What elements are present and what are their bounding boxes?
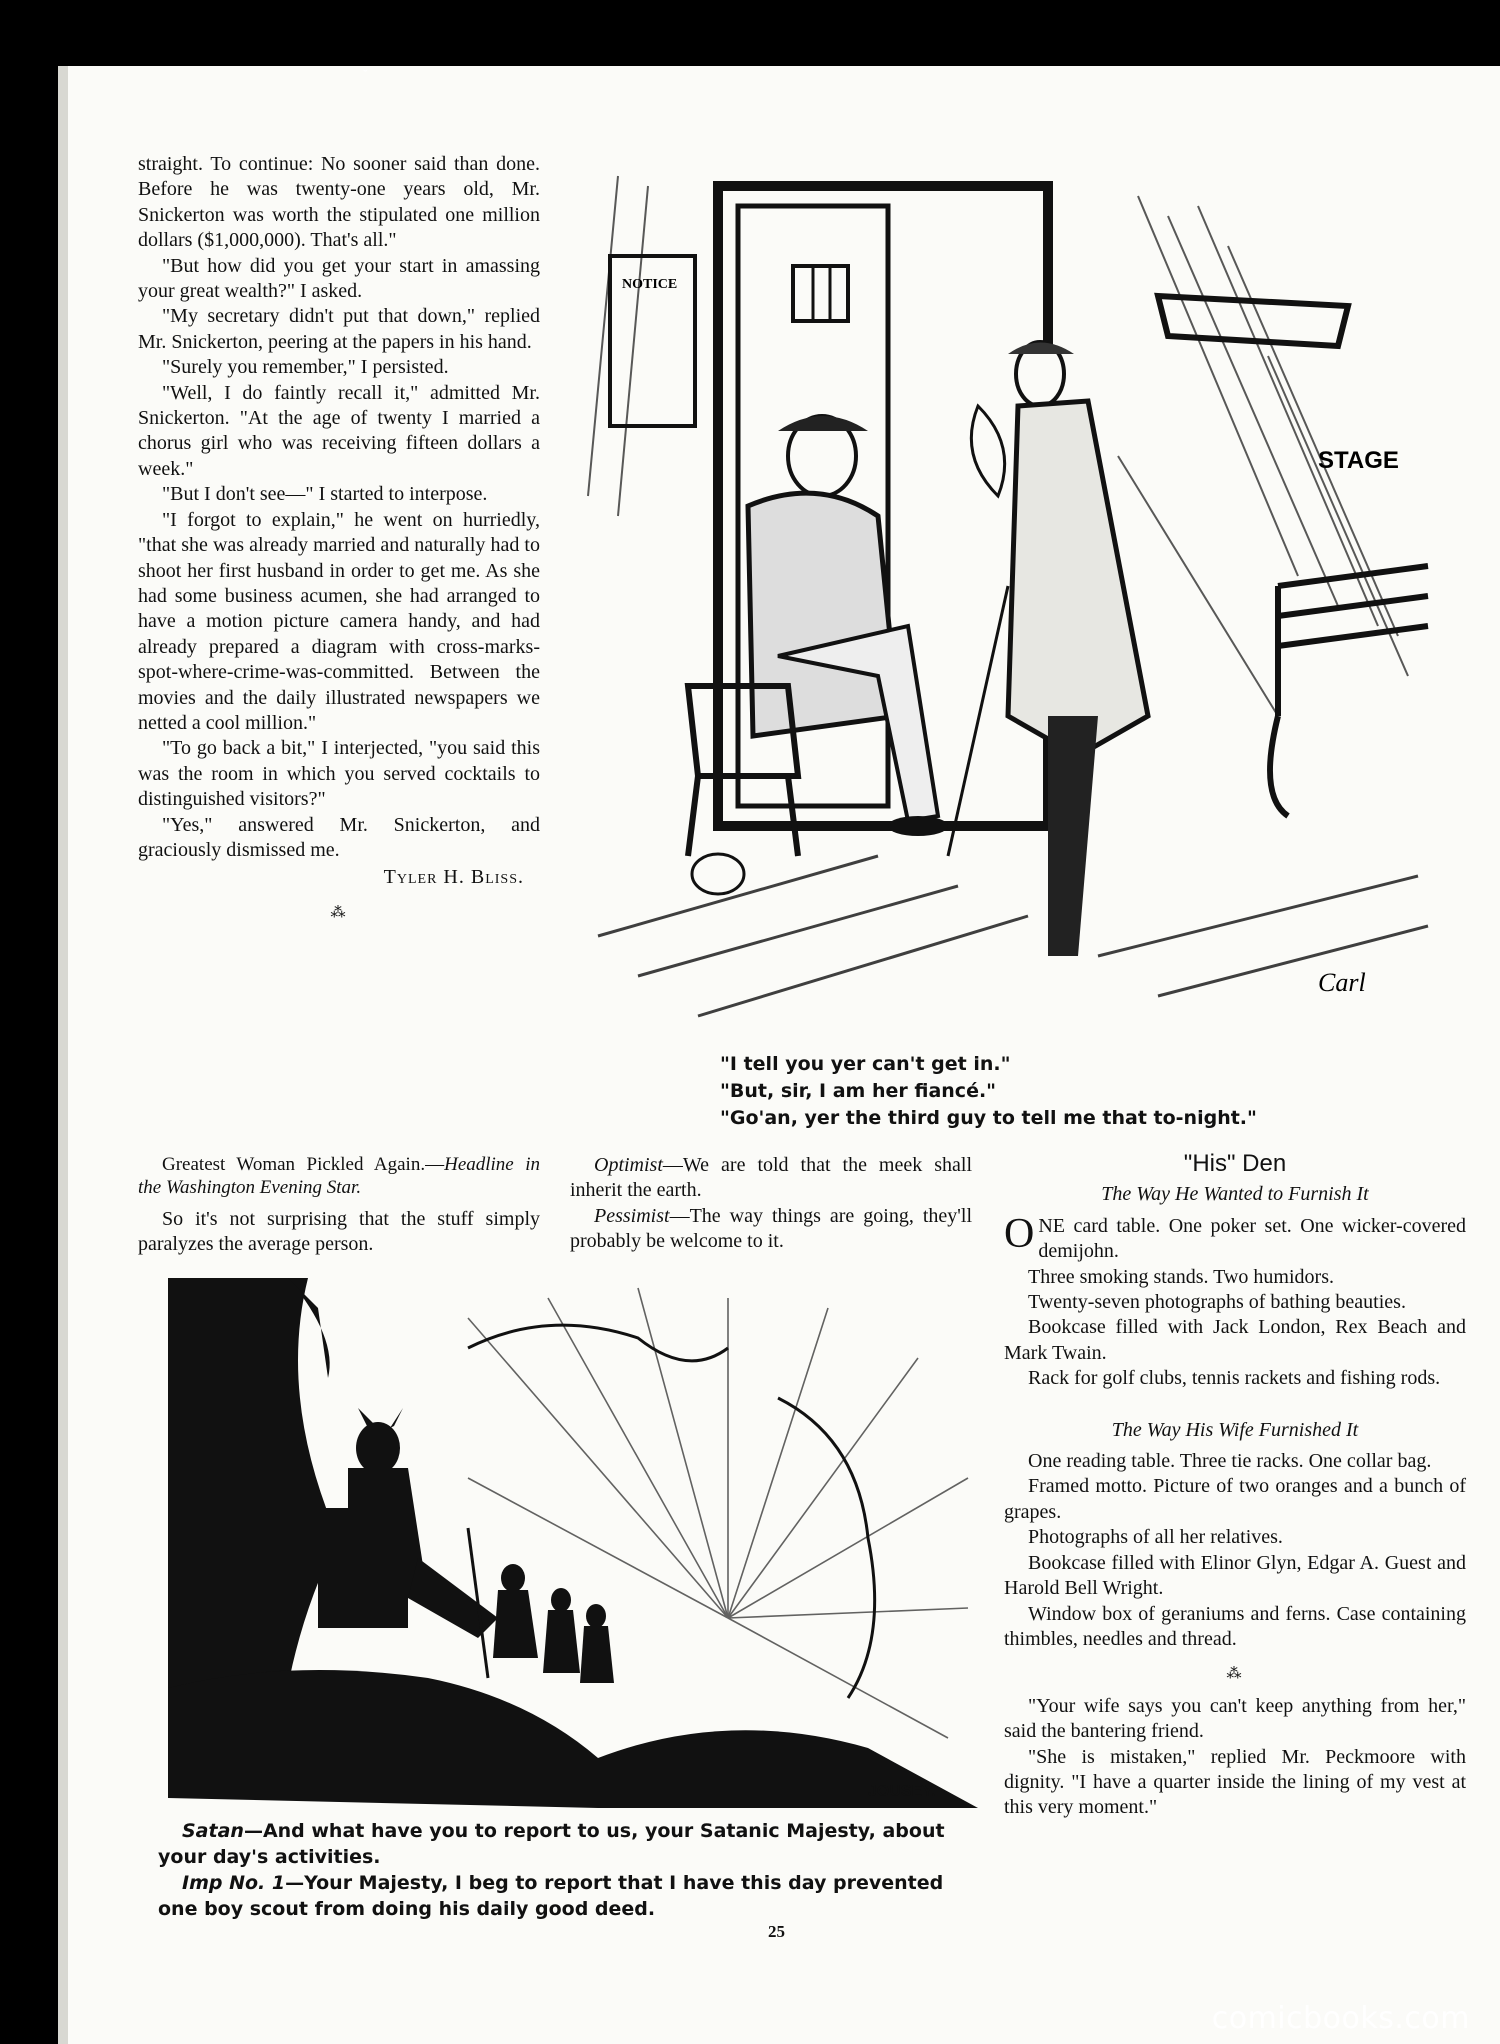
pessimist-speaker: Pessimist xyxy=(594,1204,670,1227)
satan-cartoon xyxy=(168,1278,978,1808)
stage-door-cartoon xyxy=(578,156,1438,1046)
den-item: Three smoking stands. Two humidors. xyxy=(1028,1265,1334,1288)
imp-speaker: Imp No. 1 xyxy=(182,1872,286,1894)
pickled-source: Headline in the Washington Evening Star. xyxy=(138,1154,540,1198)
den-wife-item: Photographs of all her relatives. xyxy=(1028,1526,1283,1549)
caption-line: "But, sir, I am her fiancé." xyxy=(720,1080,997,1102)
story-paragraph: "But how did you get your start in amassing your great wealth?" I asked. xyxy=(138,254,540,303)
den-wife-item: Framed motto. Picture of two oranges and a bunch of grapes. xyxy=(1004,1475,1466,1523)
satan-caption xyxy=(158,1818,978,1922)
pickled-joke xyxy=(138,1153,540,1258)
page-number: 25 xyxy=(768,1922,785,1941)
den-wife-item: Bookcase filled with Elinor Glyn, Edgar A. Guest and Harold Bell Wright. xyxy=(1004,1551,1466,1600)
den-item-first: NE card table. One poker set. One wicker-covered demijohn. xyxy=(1038,1214,1466,1263)
caption-line: "Go'an, yer the third guy to tell me that to-night." xyxy=(720,1107,1257,1129)
satan-speaker: Satan xyxy=(182,1820,244,1842)
story-paragraph: "Surely you remember," I persisted. xyxy=(162,356,449,379)
his-den-subhead-2: The Way His Wife Furnished It xyxy=(1111,1418,1359,1441)
stage-sign-text: STAGE xyxy=(1318,447,1399,474)
section-ornament: ⁂ xyxy=(1226,1666,1244,1683)
story-paragraph: "I forgot to explain," he went on hurriedly, "that she was already married and naturally had to shoot her first husband in order to get me. As she had some business acumen, she had arranged to have a motion picture camera handy, and had already prepared a diagram with cross-marks-spot-where-crime-was-committed. Between the movies and the daily illustrated newspapers we netted a cool million." xyxy=(138,508,540,734)
imp-line: —Your Majesty, I beg to report that I have this day prevented one boy scout from doing his daily good deed. xyxy=(158,1872,944,1920)
magazine-page xyxy=(58,66,1500,2044)
den-item: Rack for golf clubs, tennis rackets and fishing rods. xyxy=(1028,1367,1441,1390)
stage-door-caption xyxy=(720,1051,1257,1132)
wife-joke-paragraph: "Your wife says you can't keep anything from her," said the bantering friend. xyxy=(1004,1694,1466,1743)
page-binding-edge xyxy=(58,66,68,2044)
satan-line: —And what have you to report to us, your Satanic Majesty, about your day's activities. xyxy=(158,1820,945,1868)
site-watermark: comicbooks.com xyxy=(1211,2001,1470,2036)
den-item: Twenty-seven photographs of bathing beauties. xyxy=(1028,1291,1406,1314)
story-author: Tyler H. Bliss. xyxy=(383,866,524,889)
story-paragraph: "But I don't see—" I started to interpose. xyxy=(162,483,488,506)
optimist-joke xyxy=(570,1153,972,1255)
his-den-section xyxy=(1004,1151,1466,1821)
story-paragraph: straight. To continue: No sooner said than done. Before he was twenty-one years old, Mr. Snickerton was worth the stipulated one million dollars ($1,000,000). That's all." xyxy=(138,153,540,252)
his-den-subhead-1: The Way He Wanted to Furnish It xyxy=(1101,1183,1369,1206)
pessimist-line: —The way things are going, they'll probably be welcome to it. xyxy=(570,1204,972,1253)
his-den-title: "His" Den xyxy=(1183,1150,1287,1177)
wife-joke-paragraph: "She is mistaken," replied Mr. Peckmoore with dignity. "I have a quarter inside the lining of my vest at this very moment." xyxy=(1004,1745,1466,1819)
satan-artist-signature: JOUSEY. xyxy=(868,1783,936,1800)
den-wife-item: One reading table. Three tie racks. One collar bag. xyxy=(1028,1450,1432,1473)
section-ornament: ⁂ xyxy=(330,904,348,921)
drop-cap: O xyxy=(1004,1210,1035,1257)
den-wife-item: Window box of geraniums and ferns. Case containing thimbles, needles and thread. xyxy=(1004,1602,1466,1650)
artist-signature: Carl xyxy=(1318,968,1366,997)
story-paragraph: "Yes," answered Mr. Snickerton, and graciously dismissed me. xyxy=(138,813,540,861)
pickled-headline: Greatest Woman Pickled Again.— xyxy=(162,1154,445,1175)
caption-line: "I tell you yer can't get in." xyxy=(720,1053,1011,1075)
den-item: Bookcase filled with Jack London, Rex Beach and Mark Twain. xyxy=(1004,1316,1466,1364)
pickled-body: So it's not surprising that the stuff simply paralyzes the average person. xyxy=(138,1208,540,1256)
page-mark: ˘ xyxy=(363,68,368,83)
notice-sign-text: NOTICE xyxy=(622,277,678,292)
story-paragraph: "My secretary didn't put that down," replied Mr. Snickerton, peering at the papers in his hand. xyxy=(138,305,540,353)
story-paragraph: "To go back a bit," I interjected, "you said this was the room in which you served cocktails to distinguished visitors?" xyxy=(138,737,540,811)
story-column xyxy=(138,152,540,932)
optimist-line: —We are told that the meek shall inherit the earth. xyxy=(570,1154,972,1202)
story-paragraph: "Well, I do faintly recall it," admitted Mr. Snickerton. "At the age of twenty I married a chorus girl who was receiving fifteen dollars a week." xyxy=(138,381,540,480)
optimist-speaker: Optimist xyxy=(594,1154,663,1176)
